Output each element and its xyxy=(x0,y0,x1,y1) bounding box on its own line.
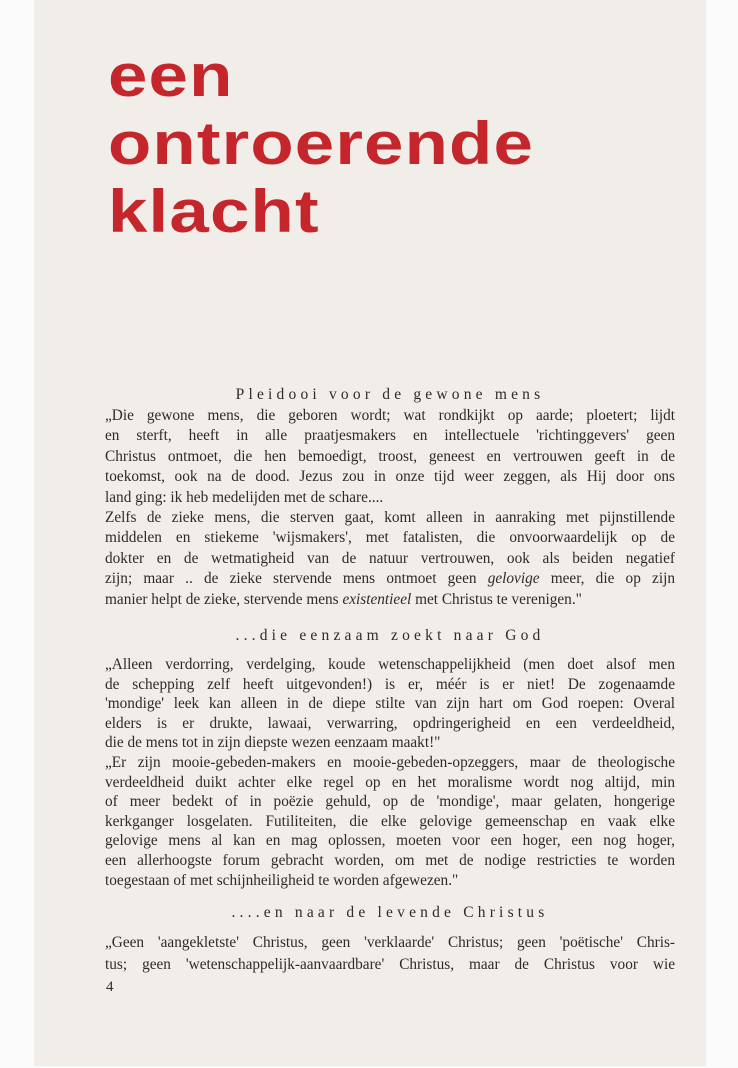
page-number: 4 xyxy=(106,979,114,995)
text-line: toekomst, ook na de dood. Jezus zou in onze tijd weer zeggen, als Hij door ons xyxy=(105,468,675,486)
text-line: Christus ontmoet, die hen bemoedigt, troost, geneest en vertrouwen geeft in de xyxy=(105,447,675,465)
text-segment: meer, die op zijn xyxy=(539,570,675,588)
title-line-2: ontroerende xyxy=(108,110,535,177)
text-line xyxy=(105,590,675,610)
text-line: gelovige mens al kan en mag oplossen, moeten voor een hoger, een nog hoger, xyxy=(105,832,675,850)
text-line: kerkganger losgelaten. Futiliteiten, die elke gelovige gemeenschap en vaak elke xyxy=(105,812,675,830)
section-body-1 xyxy=(105,406,675,610)
text-line: „Die gewone mens, die geboren wordt; wat rondkijkt op aarde; ploetert; lijdt xyxy=(105,407,675,424)
section-heading-3: ....en naar de levende Christus xyxy=(231,904,549,921)
text-line: verdeeldheid duikt achter elke regel op en het moralisme wordt nog altijd, min xyxy=(105,773,675,791)
text-line: elders is er drukte, lawaai, verwarring, opdringerigheid en een verdeeldheid, xyxy=(105,714,675,732)
text-line: Zelfs de zieke mens, die sterven gaat, komt alleen in aanraking met pijnstillende xyxy=(105,508,675,526)
text-line: een allerhoogste forum gebracht worden, om met de nodige restricties te worden xyxy=(105,851,675,869)
text-line: middelen en stiekeme 'wijsmakers', met fatalisten, die onvoorwaardelijk op de xyxy=(105,529,675,547)
title-line-3: klacht xyxy=(108,178,320,245)
text-line: tus; geen 'wetenschappelijk-aanvaardbare' Christus, maar de Christus voor wie xyxy=(105,955,675,973)
text-line: of meer bedekt of in poëzie gehuld, op de 'mondige', maar gelaten, hongerige xyxy=(105,793,675,811)
text-line: 'mondige' leek kan alleen in de diepe stilte van zijn hart om God roepen: Overal xyxy=(105,695,675,713)
text-line: dokter en de wetmatigheid van de natuur vertrouwen, ook als beiden negatief xyxy=(105,549,675,567)
italic-word: existentieel xyxy=(342,590,412,608)
text-line: „Alleen verdorring, verdelging, koude wetenschappelijkheid (men doet alsof men xyxy=(105,656,675,673)
section-body-3 xyxy=(105,932,675,975)
text-segment: met Christus te verenigen." xyxy=(411,590,582,608)
text-line: toegestaan of met schijnheiligheid te worden afgewezen." xyxy=(105,871,459,889)
text-segment: manier helpt de zieke, stervende mens xyxy=(105,590,343,608)
text-line: de schepping zelf heeft uitgevonden!) is er, méér is er niet! De zogenaamde xyxy=(105,675,675,693)
text-line: die de mens tot in zijn diepste wezen eenzaam maakt!" xyxy=(105,734,441,752)
text-line: „Er zijn mooie-gebeden-makers en mooie-gebeden-opzeggers, maar de theologische xyxy=(105,753,675,771)
section-heading-1: Pleidooi voor de gewone mens xyxy=(235,386,545,403)
italic-word: gelovige xyxy=(487,570,540,588)
title-line-1: een xyxy=(108,42,234,109)
text-line xyxy=(105,569,675,589)
text-line: „Geen 'aangekletste' Christus, geen 'verklaarde' Christus; geen 'poëtische' Chris- xyxy=(105,934,675,951)
text-line: en sterft, heeft in alle praatjesmakers en intellectuele 'richtinggevers' geen xyxy=(105,427,675,445)
text-line: land ging: ik heb medelijden met de schare.... xyxy=(105,488,384,506)
text-segment: zijn; maar .. de zieke stervende mens ontmoet geen xyxy=(105,570,488,588)
section-body-2 xyxy=(105,655,675,890)
section-heading-2: ...die eenzaam zoekt naar God xyxy=(235,627,545,644)
